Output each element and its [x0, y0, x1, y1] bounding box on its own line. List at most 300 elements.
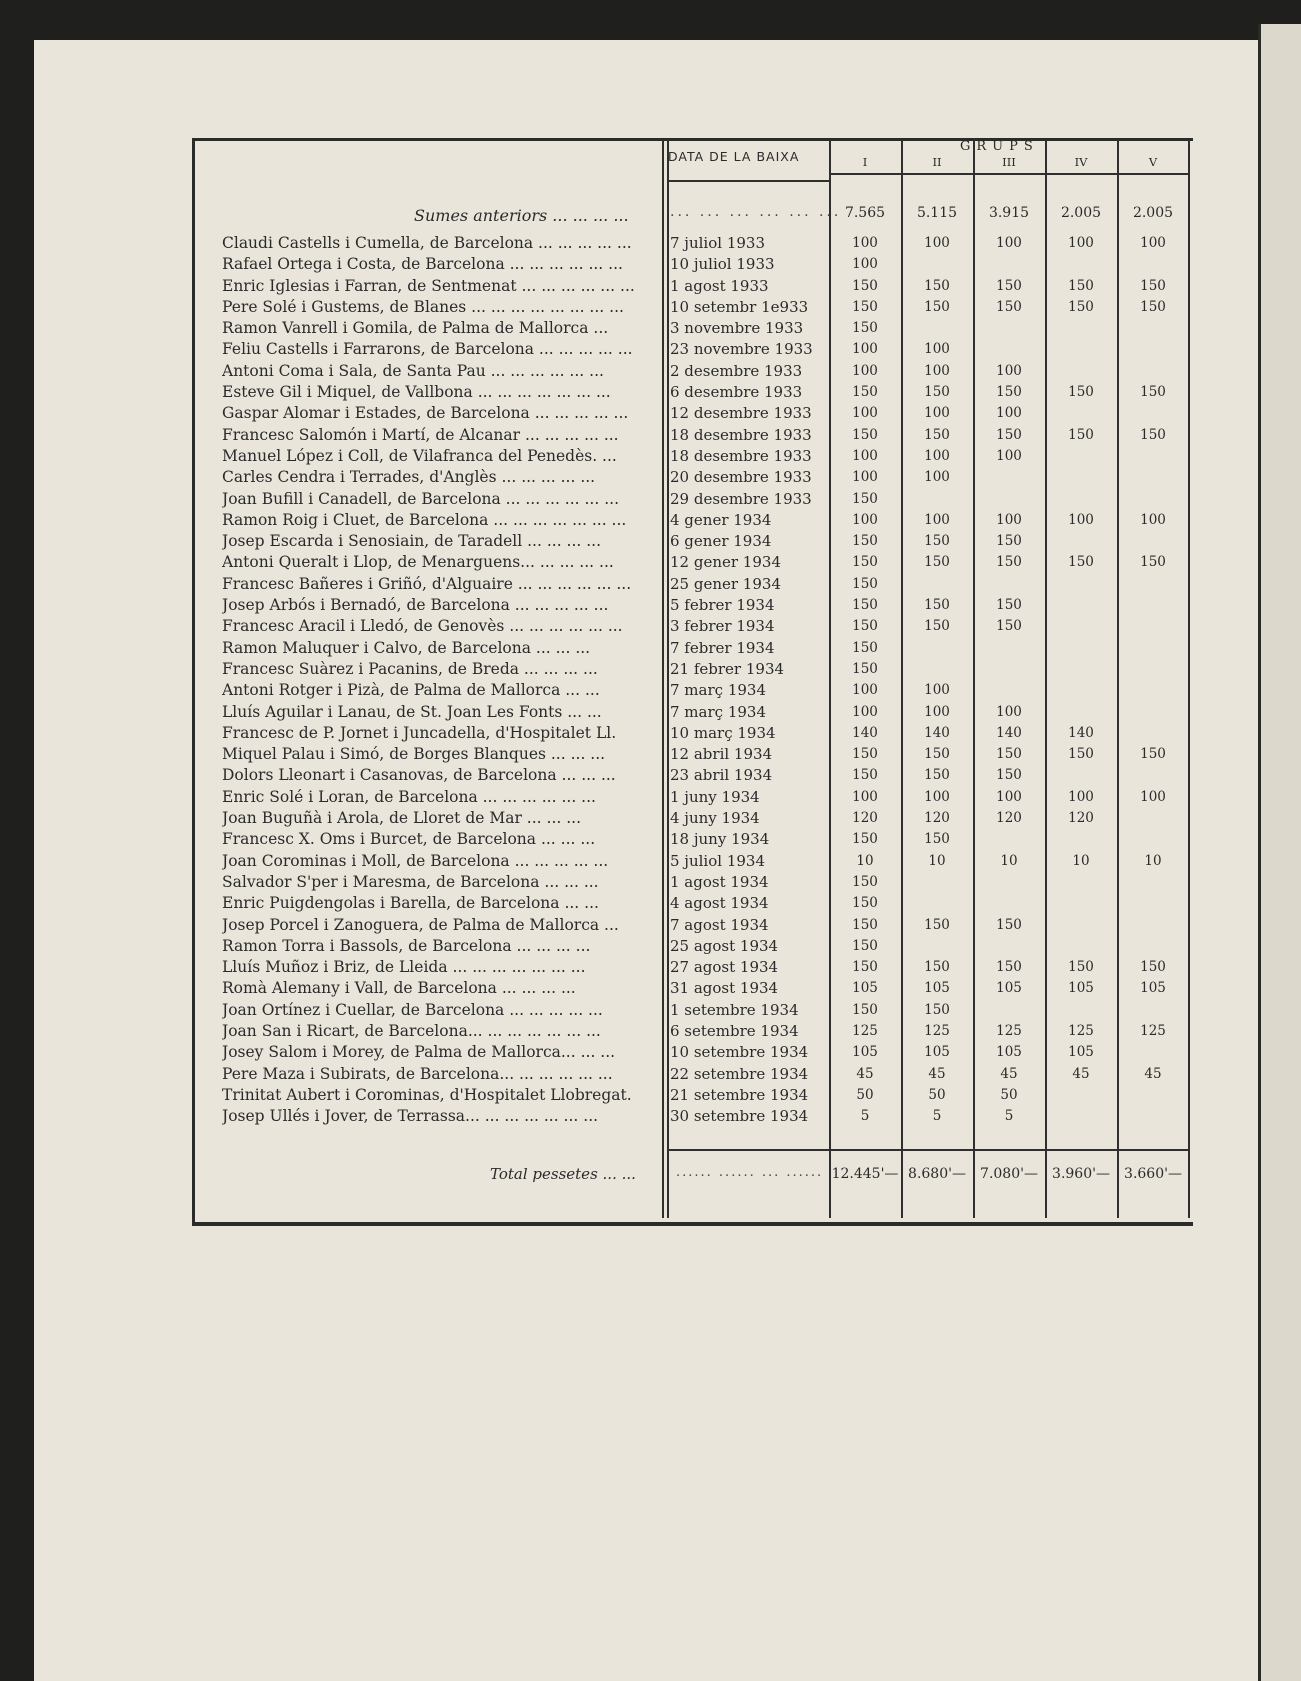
group-amount-cell: [1119, 680, 1187, 701]
group-amount-cell: 100: [924, 703, 950, 720]
group-amount-cell: 150: [996, 533, 1022, 550]
total-v: 3.660'—: [1124, 1166, 1182, 1182]
member-name: Carles Cendra i Terrades, d'Anglès ... ... ... ... ...: [222, 468, 596, 487]
withdrawal-date: 21 febrer 1934: [670, 659, 785, 678]
group-amount-cell: 150: [996, 618, 1022, 635]
group-amount-cell: [1047, 318, 1115, 339]
group-amount-cell: 105: [852, 1044, 878, 1061]
group-amount-cell: 150: [924, 298, 950, 315]
group-amount-cell: 100: [1140, 511, 1166, 528]
total-i: 12.445'—: [831, 1166, 899, 1182]
group-amount-cell: 140: [924, 724, 950, 741]
withdrawal-date: 7 març 1934: [670, 702, 766, 721]
group-amount-cell: 100: [996, 447, 1022, 464]
group-amount-cell: [975, 318, 1043, 339]
withdrawal-date: 12 gener 1934: [670, 553, 781, 572]
next-page-edge: [1258, 24, 1301, 1681]
previous-sum-i: 7.565: [844, 205, 886, 221]
member-name: Francesc Suàrez i Pacanins, de Breda ... ... ... ...: [222, 659, 598, 678]
group-amount-cell: 150: [1140, 959, 1166, 976]
group-amount-cell: 150: [996, 746, 1022, 763]
group-amount-cell: 120: [852, 810, 878, 827]
member-name: Francesc Salomón i Martí, de Alcanar ... ... ... ... ...: [222, 425, 619, 444]
group-amount-cell: 150: [924, 767, 950, 784]
group-amount-cell: 150: [924, 618, 950, 635]
group-amount-cell: 150: [852, 277, 878, 294]
group-header-iv: IV: [1074, 155, 1088, 169]
withdrawal-date: 1 setembre 1934: [670, 1000, 799, 1019]
group-amount-cell: [975, 872, 1043, 893]
group-amount-cell: [1119, 595, 1187, 616]
group-header-i: I: [862, 155, 868, 169]
group-amount-cell: 10: [928, 852, 946, 869]
total-dots: ...... ...... ... ......: [676, 1165, 824, 1180]
group-amount-cell: 150: [996, 426, 1022, 443]
group-amount-cell: 150: [996, 298, 1022, 315]
group-amount-cell: [1119, 808, 1187, 829]
group-amount-cell: [975, 638, 1043, 659]
group-amount-cell: [903, 872, 971, 893]
previous-sum-iv: 2.005: [1060, 205, 1102, 221]
member-name: Esteve Gil i Miquel, de Vallbona ... ... ... ... ... ... ...: [222, 383, 611, 402]
member-name: Feliu Castells i Farrarons, de Barcelona ... ... ... ... ...: [222, 340, 633, 359]
group-amount-cell: [1119, 872, 1187, 893]
member-name: Antoni Queralt i Llop, de Menarguens... ... ... ... ...: [222, 553, 614, 572]
group-amount-cell: 45: [856, 1065, 874, 1082]
group-amount-cell: [975, 1000, 1043, 1021]
group-amount-cell: [1119, 616, 1187, 637]
group-amount-cell: 105: [852, 980, 878, 997]
group-amount-cell: [1047, 574, 1115, 595]
group-amount-cell: 150: [852, 320, 878, 337]
group-amount-cell: [975, 467, 1043, 488]
group-amount-cell: 105: [1068, 980, 1094, 997]
group-amount-cell: 100: [924, 469, 950, 486]
group-amount-cell: 5: [1004, 1108, 1014, 1125]
previous-sum-v: 2.005: [1132, 205, 1174, 221]
group-amount-cell: 150: [924, 554, 950, 571]
withdrawal-date: 3 novembre 1933: [670, 319, 804, 338]
group-amount-cell: 150: [1140, 426, 1166, 443]
group-amount-cell: [1119, 403, 1187, 424]
group-amount-cell: 150: [852, 746, 878, 763]
withdrawal-date: 23 abril 1934: [670, 766, 773, 785]
member-name: Rafael Ortega i Costa, de Barcelona ... ... ... ... ... ...: [222, 255, 623, 274]
member-name: Joan Ortínez i Cuellar, de Barcelona ... ... ... ... ...: [222, 1000, 603, 1019]
group-amount-cell: [1047, 446, 1115, 467]
group-amount-cell: [975, 339, 1043, 360]
group-amount-cell: [975, 254, 1043, 275]
group-amount-cell: [975, 893, 1043, 914]
group-amount-cell: [975, 574, 1043, 595]
group-amount-cell: 150: [996, 767, 1022, 784]
group-amount-cell: [975, 680, 1043, 701]
group-amount-cell: 50: [1000, 1086, 1018, 1103]
group-amount-cell: [1047, 680, 1115, 701]
withdrawal-date: 27 agost 1934: [670, 958, 779, 977]
group-amount-cell: 100: [996, 788, 1022, 805]
member-name: Francesc Aracil i Lledó, de Genovès ... ... ... ... ... ...: [222, 617, 623, 636]
group-amount-cell: 100: [996, 703, 1022, 720]
previous-sum-iii: 3.915: [988, 205, 1030, 221]
withdrawal-date: 18 desembre 1933: [670, 425, 812, 444]
group-amount-cell: [903, 659, 971, 680]
group-v-values: [1119, 233, 1187, 1127]
group-amount-cell: 150: [1140, 384, 1166, 401]
group-amount-cell: 100: [852, 362, 878, 379]
withdrawal-date: 18 desembre 1933: [670, 446, 812, 465]
group-amount-cell: 125: [1140, 1022, 1166, 1039]
group-amount-cell: [1119, 1042, 1187, 1063]
group-amount-cell: 100: [852, 788, 878, 805]
group-amount-cell: [1119, 489, 1187, 510]
member-name: Trinitat Aubert i Corominas, d'Hospitalet Llobregat.: [222, 1085, 632, 1104]
group-amount-cell: 10: [856, 852, 874, 869]
group-amount-cell: 50: [928, 1086, 946, 1103]
withdrawal-date: 1 agost 1934: [670, 872, 769, 891]
group-amount-cell: 50: [856, 1086, 874, 1103]
withdrawal-date: 31 agost 1934: [670, 979, 779, 998]
group-header-v: V: [1148, 155, 1158, 169]
total-ii: 8.680'—: [908, 1166, 966, 1182]
group-amount-cell: 150: [924, 277, 950, 294]
group-amount-cell: [1119, 723, 1187, 744]
withdrawal-date: 4 gener 1934: [670, 510, 772, 529]
group-amount-cell: 120: [924, 810, 950, 827]
group-amount-cell: [1119, 765, 1187, 786]
member-name: Antoni Rotger i Pizà, de Palma de Mallorca ... ...: [222, 681, 600, 700]
member-name: Joan Buguñà i Arola, de Lloret de Mar ... ... ...: [222, 809, 582, 828]
withdrawal-date: 7 juliol 1933: [670, 234, 765, 252]
right-rule: [1188, 140, 1190, 1218]
group-amount-cell: [903, 936, 971, 957]
group-amount-cell: [1047, 829, 1115, 850]
withdrawal-date: 2 desembre 1933: [670, 361, 803, 380]
group-amount-cell: [1119, 446, 1187, 467]
group-amount-cell: [903, 489, 971, 510]
group-amount-cell: 150: [852, 533, 878, 550]
group-iv-values: [1047, 233, 1115, 1127]
group-amount-cell: 45: [1144, 1065, 1162, 1082]
group-amount-cell: 105: [924, 980, 950, 997]
member-name: Joan Corominas i Moll, de Barcelona ... ... ... ... ...: [222, 851, 609, 870]
group-amount-cell: 150: [852, 426, 878, 443]
group-amount-cell: [1047, 659, 1115, 680]
group-amount-cell: 150: [924, 959, 950, 976]
group-amount-cell: [1047, 1085, 1115, 1106]
withdrawal-date: 7 agost 1934: [670, 915, 769, 934]
group-amount-cell: 100: [924, 405, 950, 422]
group-amount-cell: 150: [924, 426, 950, 443]
withdrawal-date: 6 gener 1934: [670, 532, 772, 551]
group-amount-cell: [1119, 339, 1187, 360]
member-name: Enric Solé i Loran, de Barcelona ... ... ... ... ... ...: [222, 787, 596, 806]
group-amount-cell: 100: [924, 682, 950, 699]
group-amount-cell: 150: [924, 384, 950, 401]
group-amount-cell: 100: [852, 447, 878, 464]
member-name: Josep Escarda i Senosiain, de Taradell ... ... ... ...: [222, 532, 602, 551]
member-name: Miquel Palau i Simó, de Borges Blanques ... ... ...: [222, 745, 606, 764]
date-col-rule-2: [667, 140, 669, 1218]
group-amount-cell: [903, 254, 971, 275]
group-amount-cell: 105: [1140, 980, 1166, 997]
group-amount-cell: 150: [924, 916, 950, 933]
member-name: Ramon Maluquer i Calvo, de Barcelona ... ... ...: [222, 638, 591, 657]
group-iii-values: [975, 233, 1043, 1127]
previous-sums-dots: ... ... ... ... ... ...: [670, 204, 842, 220]
group-amount-cell: 150: [924, 746, 950, 763]
withdrawal-dates-column: [670, 233, 825, 1127]
group-amount-cell: [1119, 638, 1187, 659]
member-name: Joan Bufill i Canadell, de Barcelona ... ... ... ... ... ...: [222, 489, 619, 508]
group-amount-cell: [1047, 403, 1115, 424]
group-header-ii: II: [932, 155, 942, 169]
group-amount-cell: 10: [1072, 852, 1090, 869]
previous-sum-ii: 5.115: [916, 205, 958, 221]
date-col-rule-1: [662, 140, 664, 1218]
withdrawal-date: 6 desembre 1933: [670, 383, 803, 402]
group-amount-cell: 150: [852, 597, 878, 614]
group-amount-cell: 125: [852, 1022, 878, 1039]
withdrawal-date: 10 setembr 1e933: [670, 297, 809, 316]
group-amount-cell: 140: [996, 724, 1022, 741]
group-amount-cell: 100: [924, 788, 950, 805]
withdrawal-date: 5 juliol 1934: [670, 851, 765, 870]
group-amount-cell: 100: [924, 341, 950, 358]
withdrawal-date: 29 desembre 1933: [670, 489, 812, 508]
group-amount-cell: 100: [852, 256, 878, 273]
group-amount-cell: 150: [1140, 277, 1166, 294]
group-amount-cell: [1119, 659, 1187, 680]
group-ii-values: [903, 233, 971, 1127]
withdrawal-date: 4 juny 1934: [670, 809, 760, 828]
member-name: Romà Alemany i Vall, de Barcelona ... ... ... ...: [222, 979, 576, 998]
group-amount-cell: [1119, 1106, 1187, 1127]
group-amount-cell: [1119, 1000, 1187, 1021]
member-name: Antoni Coma i Sala, de Santa Pau ... ... ... ... ... ...: [222, 361, 604, 380]
withdrawal-date: 22 setembre 1934: [670, 1064, 809, 1083]
group-amount-cell: 150: [996, 277, 1022, 294]
group-amount-cell: [1119, 254, 1187, 275]
member-name: Joan San i Ricart, de Barcelona... ... ... ... ... ... ...: [222, 1021, 601, 1040]
group-amount-cell: [1047, 254, 1115, 275]
group-amount-cell: [1047, 893, 1115, 914]
member-name: Francesc de P. Jornet i Juncadella, d'Hospitalet Ll.: [222, 723, 617, 742]
withdrawal-date: 7 març 1934: [670, 681, 766, 700]
withdrawal-date: 12 abril 1934: [670, 745, 773, 764]
group-amount-cell: 100: [852, 511, 878, 528]
group-amount-cell: [1047, 616, 1115, 637]
group-amount-cell: 120: [996, 810, 1022, 827]
member-name: Pere Maza i Subirats, de Barcelona... ... ... ... ... ...: [222, 1064, 613, 1083]
group-amount-cell: 100: [996, 511, 1022, 528]
member-name: Josep Ullés i Jover, de Terrassa... ... ... ... ... ... ...: [222, 1107, 599, 1126]
group-amount-cell: 150: [1140, 298, 1166, 315]
group-amount-cell: 150: [1068, 426, 1094, 443]
group-amount-cell: 150: [852, 298, 878, 315]
member-name: Francesc Bañeres i Griñó, d'Alguaire ... ... ... ... ... ...: [222, 574, 632, 593]
group-amount-cell: 105: [996, 1044, 1022, 1061]
group-amount-cell: 10: [1000, 852, 1018, 869]
group-amount-cell: 150: [852, 384, 878, 401]
group-amount-cell: 150: [1068, 384, 1094, 401]
group-amount-cell: 100: [924, 235, 950, 251]
member-name: Pere Solé i Gustems, de Blanes ... ... ... ... ... ... ... ...: [222, 297, 624, 316]
group-amount-cell: [1047, 361, 1115, 382]
group-amount-cell: 100: [1068, 235, 1094, 251]
group-i-values: [831, 233, 899, 1127]
group-amount-cell: 150: [924, 597, 950, 614]
group-amount-cell: 10: [1144, 852, 1162, 869]
group-amount-cell: 100: [852, 682, 878, 699]
total-iii: 7.080'—: [980, 1166, 1038, 1182]
group-amount-cell: 150: [852, 831, 878, 848]
group-amount-cell: 150: [852, 639, 878, 656]
groups-header: GRUPS: [960, 139, 1039, 154]
withdrawal-date: 5 febrer 1934: [670, 596, 775, 615]
group-amount-cell: 150: [924, 1001, 950, 1018]
group-amount-cell: [975, 489, 1043, 510]
group-amount-cell: 150: [852, 554, 878, 571]
group-amount-cell: 150: [1068, 298, 1094, 315]
group-amount-cell: 100: [852, 469, 878, 486]
group-amount-cell: [1047, 915, 1115, 936]
group-amount-cell: [1119, 361, 1187, 382]
group-amount-cell: 150: [1140, 746, 1166, 763]
withdrawal-date: 3 febrer 1934: [670, 617, 775, 636]
withdrawal-date: 23 novembre 1933: [670, 340, 813, 359]
withdrawal-date: 30 setembre 1934: [670, 1107, 809, 1126]
withdrawal-date: 6 setembre 1934: [670, 1021, 799, 1040]
group-amount-cell: [1047, 1000, 1115, 1021]
member-name: Salvador S'per i Maresma, de Barcelona ... ... ...: [222, 872, 599, 891]
group-amount-cell: [1047, 339, 1115, 360]
group-amount-cell: [1119, 936, 1187, 957]
withdrawal-date: 12 desembre 1933: [670, 404, 812, 423]
group-amount-cell: 100: [852, 405, 878, 422]
group-amount-cell: [1047, 765, 1115, 786]
member-name: Ramon Torra i Bassols, de Barcelona ... ... ... ...: [222, 936, 591, 955]
group-amount-cell: [1047, 467, 1115, 488]
group-amount-cell: [1119, 702, 1187, 723]
member-name: Ramon Vanrell i Gomila, de Palma de Mallorca ...: [222, 319, 609, 338]
group-amount-cell: 125: [1068, 1022, 1094, 1039]
total-iv: 3.960'—: [1052, 1166, 1110, 1182]
group-amount-cell: 5: [860, 1108, 870, 1125]
member-name: Dolors Lleonart i Casanovas, de Barcelona ... ... ...: [222, 766, 616, 785]
group-amount-cell: 45: [1072, 1065, 1090, 1082]
group-amount-cell: 150: [1068, 746, 1094, 763]
group-amount-cell: 150: [852, 490, 878, 507]
group-amount-cell: 105: [1068, 1044, 1094, 1061]
group-amount-cell: 125: [924, 1022, 950, 1039]
group-amount-cell: [1119, 318, 1187, 339]
group-amount-cell: 100: [924, 511, 950, 528]
group-amount-cell: 100: [852, 341, 878, 358]
group-amount-cell: [903, 574, 971, 595]
withdrawal-date: 10 setembre 1934: [670, 1043, 809, 1062]
withdrawal-date: 1 agost 1933: [670, 276, 769, 295]
header-rule-date: [667, 180, 829, 182]
group-amount-cell: 100: [996, 405, 1022, 422]
group-amount-cell: 100: [852, 235, 878, 251]
withdrawal-date: 25 agost 1934: [670, 936, 779, 955]
group-amount-cell: 150: [996, 384, 1022, 401]
group-amount-cell: 150: [924, 831, 950, 848]
group-amount-cell: 125: [996, 1022, 1022, 1039]
group-amount-cell: 150: [1140, 554, 1166, 571]
group-amount-cell: [903, 893, 971, 914]
group-amount-cell: 150: [852, 618, 878, 635]
header-rule: [829, 173, 1189, 175]
group-amount-cell: 100: [996, 235, 1022, 251]
member-name: Claudi Castells i Cumella, de Barcelona ... ... ... ... ...: [222, 234, 632, 252]
group-amount-cell: 150: [996, 916, 1022, 933]
withdrawal-date: 25 gener 1934: [670, 574, 781, 593]
group-amount-cell: 100: [1140, 235, 1166, 251]
group-amount-cell: 100: [1068, 788, 1094, 805]
group-amount-cell: 150: [852, 575, 878, 592]
group-amount-cell: [1119, 1085, 1187, 1106]
member-name: Josey Salom i Morey, de Palma de Mallorca... ... ...: [222, 1043, 616, 1062]
group-amount-cell: [903, 638, 971, 659]
group-amount-cell: 150: [1068, 277, 1094, 294]
withdrawal-date: 10 juliol 1933: [670, 255, 775, 274]
group-amount-cell: [1119, 915, 1187, 936]
withdrawal-date: 7 febrer 1934: [670, 638, 775, 657]
member-name: Enric Iglesias i Farran, de Sentmenat ... ... ... ... ... ...: [222, 276, 635, 295]
group-amount-cell: 100: [852, 703, 878, 720]
withdrawal-date: 10 març 1934: [670, 723, 776, 742]
group-amount-cell: [1047, 638, 1115, 659]
group-amount-cell: [1119, 531, 1187, 552]
withdrawal-date: 18 juny 1934: [670, 830, 770, 849]
group-amount-cell: 140: [852, 724, 878, 741]
group-amount-cell: 150: [852, 1001, 878, 1018]
group-amount-cell: 150: [852, 873, 878, 890]
group-amount-cell: 100: [996, 362, 1022, 379]
group-amount-cell: [975, 659, 1043, 680]
group-amount-cell: 150: [852, 959, 878, 976]
group-amount-cell: 150: [1068, 554, 1094, 571]
group-amount-cell: 150: [996, 554, 1022, 571]
group-amount-cell: [1047, 872, 1115, 893]
group-amount-cell: 105: [996, 980, 1022, 997]
date-column-header: DATA DE LA BAIXA: [668, 149, 800, 164]
member-names-column: [222, 233, 650, 1127]
member-name: Francesc X. Oms i Burcet, de Barcelona ... ... ...: [222, 830, 596, 849]
group-amount-cell: 150: [852, 767, 878, 784]
group-amount-cell: 45: [928, 1065, 946, 1082]
total-rule: [667, 1149, 1189, 1151]
member-name: Ramon Roig i Cluet, de Barcelona ... ... ... ... ... ... ...: [222, 510, 627, 529]
withdrawal-date: 1 juny 1934: [670, 787, 760, 806]
group-amount-cell: 140: [1068, 724, 1094, 741]
group-amount-cell: [1047, 595, 1115, 616]
member-name: Josep Porcel i Zanoguera, de Palma de Mallorca ...: [222, 915, 619, 934]
member-name: Josep Arbós i Bernadó, de Barcelona ... ... ... ... ...: [222, 596, 609, 615]
group-header-iii: III: [1002, 155, 1016, 169]
withdrawal-date: 21 setembre 1934: [670, 1085, 809, 1104]
member-name: Lluís Muñoz i Briz, de Lleida ... ... ... ... ... ... ...: [222, 958, 586, 977]
group-amount-cell: [1047, 702, 1115, 723]
previous-sums-label: Sumes anteriors ... ... ... ...: [414, 206, 629, 225]
group-amount-cell: [975, 936, 1043, 957]
group-amount-cell: [1119, 893, 1187, 914]
group-amount-cell: 150: [1068, 959, 1094, 976]
group-amount-cell: [903, 318, 971, 339]
group-amount-cell: [1119, 574, 1187, 595]
